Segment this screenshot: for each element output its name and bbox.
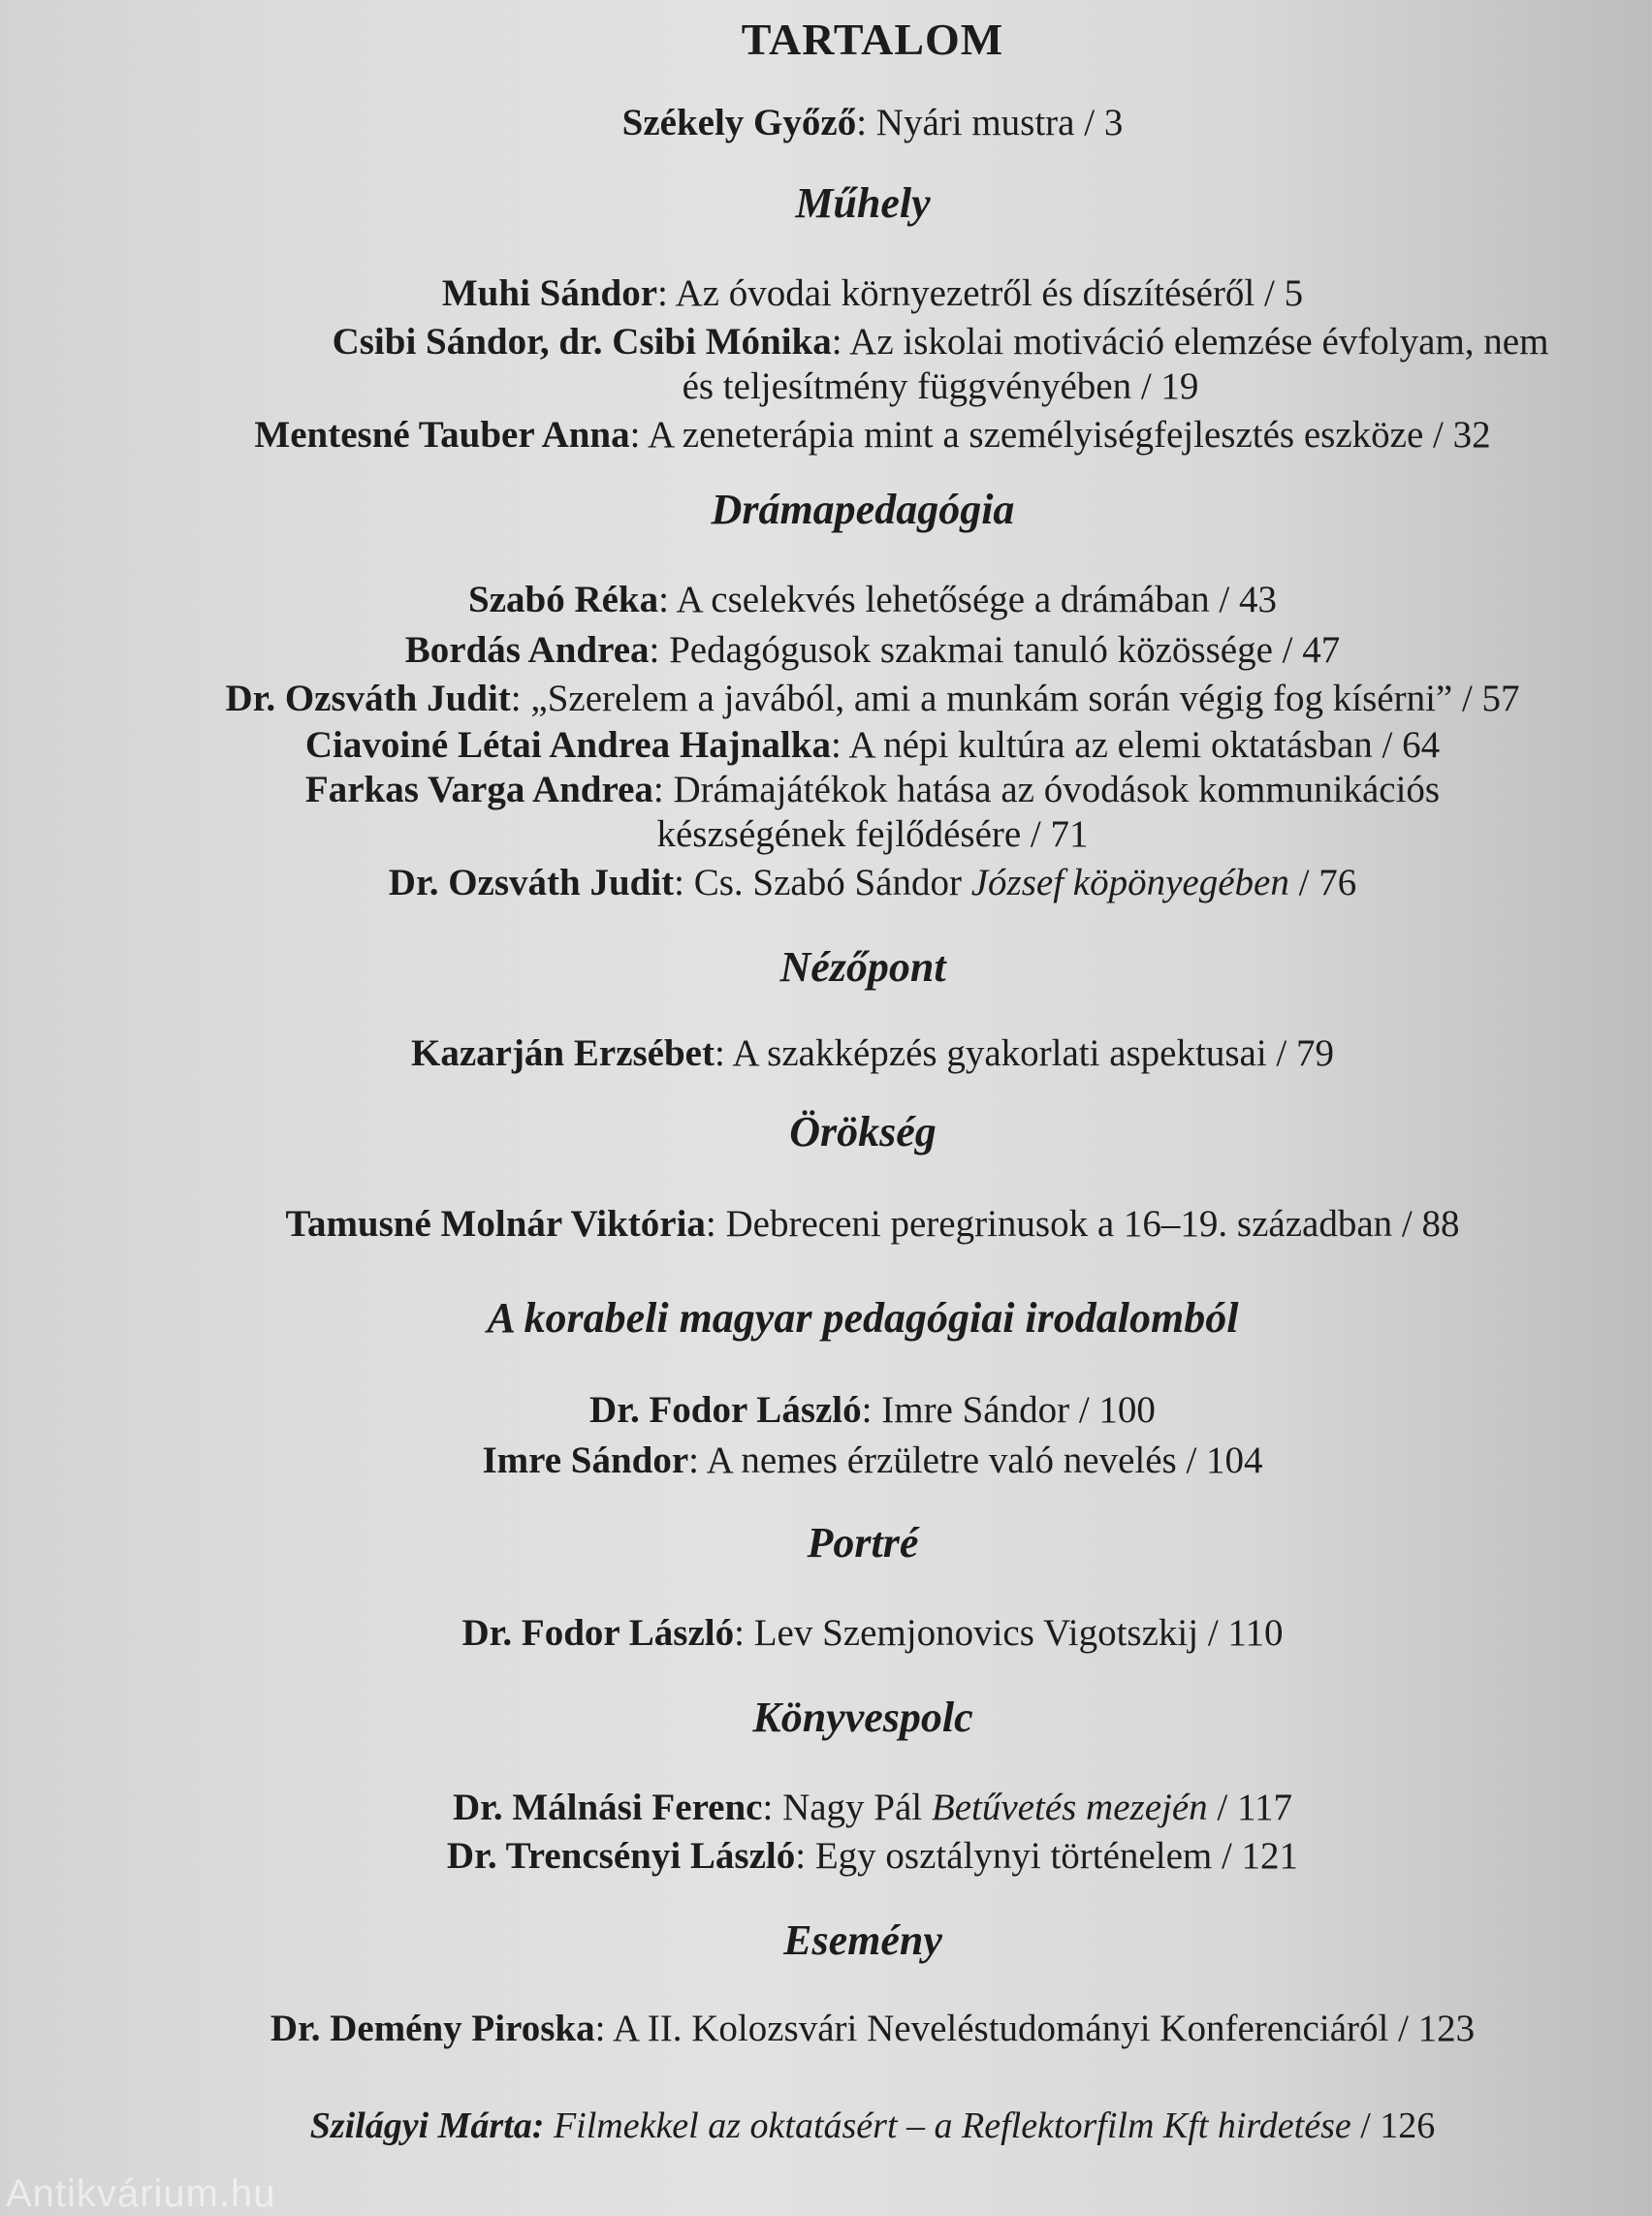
entry-author: Szabó Réka	[468, 579, 659, 620]
page-title: TARTALOM	[741, 15, 1004, 64]
toc-entry	[0, 271, 1652, 316]
toc-entry	[0, 723, 1652, 768]
section-heading-portre: Portré	[807, 1519, 919, 1567]
toc-entry	[0, 578, 1652, 622]
entry-page: / 76	[1288, 862, 1357, 903]
entry-title: : A zeneterápia mint a személyiségfejlesztés eszköze / 32	[629, 414, 1491, 456]
section-heading-korabeli-irodalom: A korabeli magyar pedagógiai irodalomból	[487, 1294, 1239, 1342]
toc-entry	[0, 861, 1652, 905]
entry-author: Dr. Fodor László	[461, 1612, 735, 1654]
section-heading-muhely: Műhely	[795, 179, 931, 227]
entry-author: Kazarján Erzsébet	[410, 1032, 715, 1074]
toc-entry	[0, 628, 1652, 673]
toc-entry	[0, 677, 1652, 721]
entry-title: Filmekkel az oktatásért – a Reflektorfilm Kft hirdetése	[544, 2105, 1351, 2146]
entry-author: Muhi Sándor	[441, 272, 658, 314]
section-heading-esemeny: Esemény	[783, 1916, 942, 1964]
entry-author: Dr. Trencsényi László	[446, 1835, 796, 1877]
entry-title-continued: készségének fejlődésére / 71	[656, 813, 1089, 855]
entry-title: : A cselekvés lehetősége a drámában / 43	[658, 579, 1277, 620]
entry-work-title: József köpönyegében	[970, 862, 1289, 903]
toc-entry	[0, 1031, 1652, 1076]
toc-entry	[0, 1202, 1652, 1247]
toc-entry-intro	[0, 101, 1652, 145]
entry-author: Mentesné Tauber Anna	[254, 414, 630, 456]
entry-author: Dr. Ozsváth Judit	[225, 678, 511, 719]
entry-author: Tamusné Molnár Viktória	[285, 1203, 706, 1245]
entry-author: Bordás Andrea	[404, 629, 650, 671]
entry-author: Dr. Málnási Ferenc	[452, 1787, 763, 1828]
entry-title: : Az iskolai motiváció elemzése évfolyam, nem	[831, 321, 1549, 363]
entry-author: Szilágyi Márta:	[309, 2105, 545, 2146]
entry-title: : A nemes érzületre való nevelés / 104	[688, 1440, 1263, 1481]
entry-title: : Pedagógusok szakmai tanuló közössége / 47	[649, 629, 1341, 671]
toc-entry	[0, 1834, 1652, 1879]
entry-title: : Az óvodai környezetről és díszítéséről / 5	[657, 272, 1304, 314]
entry-author: Székely Győző	[621, 102, 857, 143]
entry-author: Ciavoiné Létai Andrea Hajnalka	[304, 724, 831, 766]
toc-entry	[0, 1611, 1652, 1656]
section-heading-orokseg: Örökség	[789, 1108, 937, 1155]
entry-title: : „Szerelem a javából, ami a munkám során végig fog kísérni” / 57	[510, 678, 1520, 719]
entry-title: : Nyári mustra / 3	[856, 102, 1124, 143]
toc-entry	[0, 413, 1652, 458]
entry-title: : Drámajátékok hatása az óvodások kommunikációs	[652, 769, 1441, 810]
entry-page: / 126	[1350, 2105, 1436, 2146]
entry-title: : Debreceni peregrinusok a 16–19. században / 88	[705, 1203, 1460, 1245]
entry-title: : Nagy Pál	[762, 1787, 932, 1828]
toc-entry	[68, 320, 1652, 409]
toc-entry	[0, 1439, 1652, 1483]
toc-entry	[0, 1786, 1652, 1830]
toc-entry	[0, 1388, 1652, 1433]
entry-title: : A II. Kolozsvári Neveléstudományi Konferenciáról / 123	[594, 2008, 1476, 2049]
section-heading-dramapedagogia: Drámapedagógia	[711, 486, 1015, 533]
entry-title: : A szakképzés gyakorlati aspektusai / 79	[714, 1032, 1334, 1074]
entry-author: Imre Sándor	[482, 1440, 689, 1481]
section-heading-nezopont: Nézőpont	[779, 943, 946, 991]
entry-author: Dr. Fodor László	[589, 1389, 862, 1431]
entry-author: Dr. Ozsváth Judit	[388, 862, 675, 903]
toc-entry	[0, 2007, 1652, 2051]
entry-title: : Egy osztálynyi történelem / 121	[795, 1835, 1299, 1877]
watermark: Antikvárium.hu	[6, 2172, 276, 2215]
entry-author: Csibi Sándor, dr. Csibi Mónika	[332, 321, 832, 363]
entry-work-title: Betűvetés mezején	[931, 1787, 1208, 1828]
entry-title: : Cs. Szabó Sándor	[674, 862, 971, 903]
entry-title-continued: és teljesítmény függvényében / 19	[682, 365, 1199, 407]
entry-title: : A népi kultúra az elemi oktatásban / 64	[830, 724, 1441, 766]
toc-entry	[0, 768, 1652, 857]
entry-page: / 117	[1207, 1787, 1293, 1828]
entry-author: Dr. Demény Piroska	[270, 2008, 595, 2049]
toc-entry-closing	[0, 2104, 1652, 2148]
section-heading-konyvespolc: Könyvespolc	[752, 1694, 973, 1741]
entry-author: Farkas Varga Andrea	[304, 769, 653, 810]
entry-title: : Lev Szemjonovics Vigotszkij / 110	[734, 1612, 1284, 1654]
entry-title: : Imre Sándor / 100	[861, 1389, 1156, 1431]
